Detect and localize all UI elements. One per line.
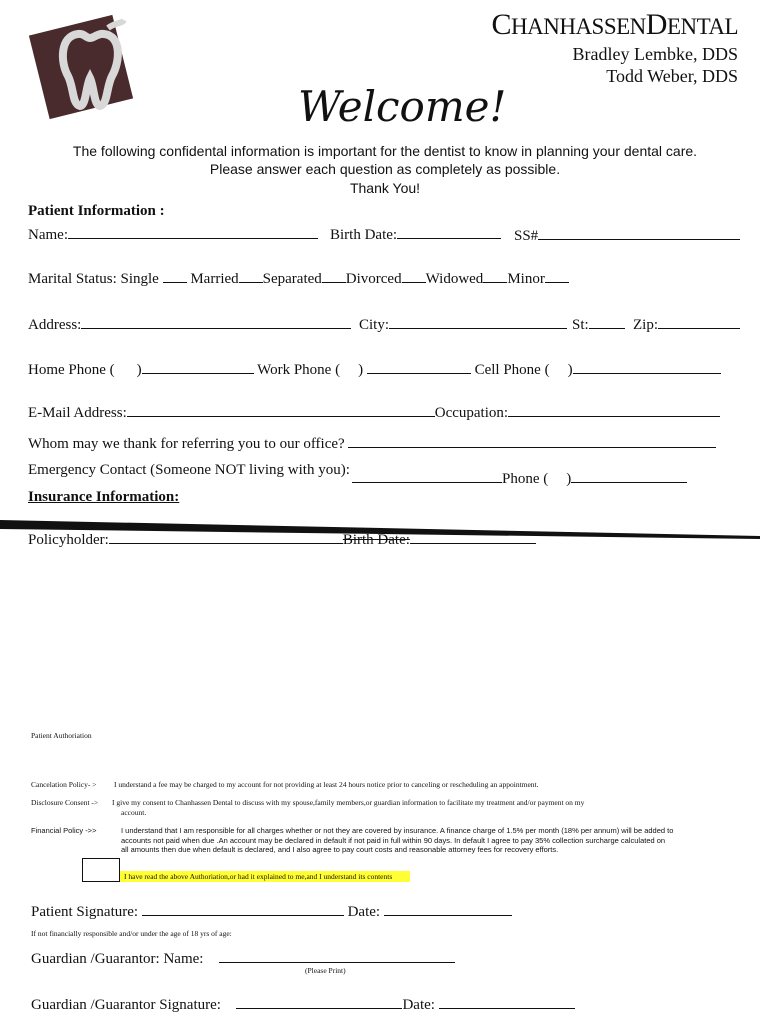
- birth-label: Birth Date:: [330, 227, 398, 243]
- divorced-field[interactable]: [402, 270, 426, 283]
- policyholder-field[interactable]: [109, 531, 343, 544]
- referral-row: Whom may we thank for referring you to our office?: [28, 435, 716, 453]
- st-row: St:: [572, 316, 625, 334]
- occupation-field[interactable]: [508, 404, 720, 417]
- financial-text-3: all amounts then due when default is declared, and I also agree to pay court costs and reasonable attorney fees for recovery efforts.: [121, 845, 559, 854]
- emergency-contact-field[interactable]: [352, 470, 502, 483]
- emergency-row: Phone ( ): [352, 470, 687, 488]
- disclosure-text-2: account.: [121, 808, 147, 817]
- welcome-heading: Welcome!: [298, 82, 507, 131]
- disclosure-text-1: I give my consent to Chanhassen Dental to discuss with my spouse,family members,or guardian information to facilitate my treatment and/or payment on my: [112, 798, 585, 807]
- work-phone-field[interactable]: [367, 361, 471, 374]
- practice-name: CHANHASSENDENTAL: [491, 8, 738, 41]
- intro-line-1: The following confidental information is important for the dentist to know in planning your dental care.: [72, 143, 698, 159]
- address-field[interactable]: [81, 316, 351, 329]
- zip-row: Zip:: [633, 316, 740, 334]
- name-label: Name:: [28, 227, 68, 243]
- minor-note: If not financially responsible and/or under the age of 18 yrs of age:: [31, 929, 232, 938]
- minor-field[interactable]: [545, 270, 569, 283]
- marital-row: Marital Status: Single Married Separated Divorced Widowed Minor: [28, 270, 569, 288]
- intro-line-3: Thank You!: [349, 180, 421, 196]
- married-field[interactable]: [239, 270, 263, 283]
- cell-phone-field[interactable]: [573, 361, 721, 374]
- city-field[interactable]: [389, 316, 567, 329]
- policyholder-birth-field[interactable]: [410, 531, 536, 544]
- cancel-text: I understand a fee may be charged to my account for not providing at least 24 hours notice prior to canceling or rescheduling an appointment.: [114, 780, 539, 789]
- email-field[interactable]: [127, 404, 435, 417]
- birth-row: [330, 226, 501, 244]
- ss-row: [514, 227, 740, 245]
- ss-field[interactable]: [538, 227, 740, 240]
- acknowledge-text: I have read the above Authoriation,or had it explained to me,and I understand its contents: [120, 871, 410, 882]
- policyholder-row: Policyholder: Birth Date:: [28, 531, 536, 549]
- ss-label: SS#: [514, 228, 539, 244]
- guardian-name-field[interactable]: [219, 950, 455, 963]
- phone-row: Home Phone ( ) Work Phone ( ) Cell Phone ( ): [28, 361, 721, 379]
- zip-field[interactable]: [658, 316, 740, 329]
- cancel-label: Cancelation Policy- >: [31, 780, 97, 789]
- authorization-title: Patient Authoriation: [31, 731, 92, 740]
- separated-field[interactable]: [322, 270, 346, 283]
- acknowledge-checkbox[interactable]: [82, 858, 120, 882]
- emergency-phone-field[interactable]: [571, 470, 687, 483]
- guardian-signature-row: Guardian /Guarantor Signature: Date:: [31, 996, 575, 1014]
- guardian-signature-field[interactable]: [236, 996, 402, 1009]
- tooth-icon: [50, 14, 140, 114]
- patient-signature-field[interactable]: [142, 903, 344, 916]
- disclosure-label: Disclosure Consent ->: [31, 798, 99, 807]
- insurance-title: Insurance Information:: [28, 489, 180, 505]
- doctor-1: Bradley Lembke, DDS: [572, 44, 738, 64]
- patient-info-title: Patient Information :: [28, 203, 165, 219]
- patient-signature-row: Patient Signature: Date:: [31, 903, 512, 921]
- address-row: Address:: [28, 316, 351, 334]
- widowed-field[interactable]: [483, 270, 507, 283]
- home-phone-field[interactable]: [142, 361, 254, 374]
- doctor-2: Todd Weber, DDS: [606, 66, 738, 86]
- st-field[interactable]: [589, 316, 625, 329]
- name-row: [28, 226, 318, 244]
- single-field[interactable]: [163, 270, 187, 283]
- birth-field[interactable]: [397, 226, 501, 239]
- financial-text-2: accounts not paid when due .An account may be declared in default if not paid in full within 90 days. In default I agree to pay 35% collection surcharge calculated on: [121, 836, 666, 845]
- city-row: City:: [359, 316, 567, 334]
- referral-field[interactable]: [348, 435, 716, 448]
- financial-label: Financial Policy ->>: [31, 826, 97, 835]
- guardian-name-row: Guardian /Guarantor: Name:: [31, 950, 455, 968]
- intro-line-2: Please answer each question as completely as possible.: [209, 161, 561, 177]
- financial-text-1: I understand that I am responsible for all charges whether or not they are covered by insurance. A finance charge of 1.5% per month (18% per annum) will be added to: [121, 826, 674, 835]
- emergency-label: Emergency Contact (Someone NOT living with you):: [28, 462, 350, 478]
- name-field[interactable]: [68, 226, 318, 239]
- patient-date-field[interactable]: [384, 903, 512, 916]
- email-row: E-Mail Address: Occupation:: [28, 404, 720, 422]
- guardian-date-field[interactable]: [439, 996, 575, 1009]
- please-print: (Please Print): [305, 966, 346, 975]
